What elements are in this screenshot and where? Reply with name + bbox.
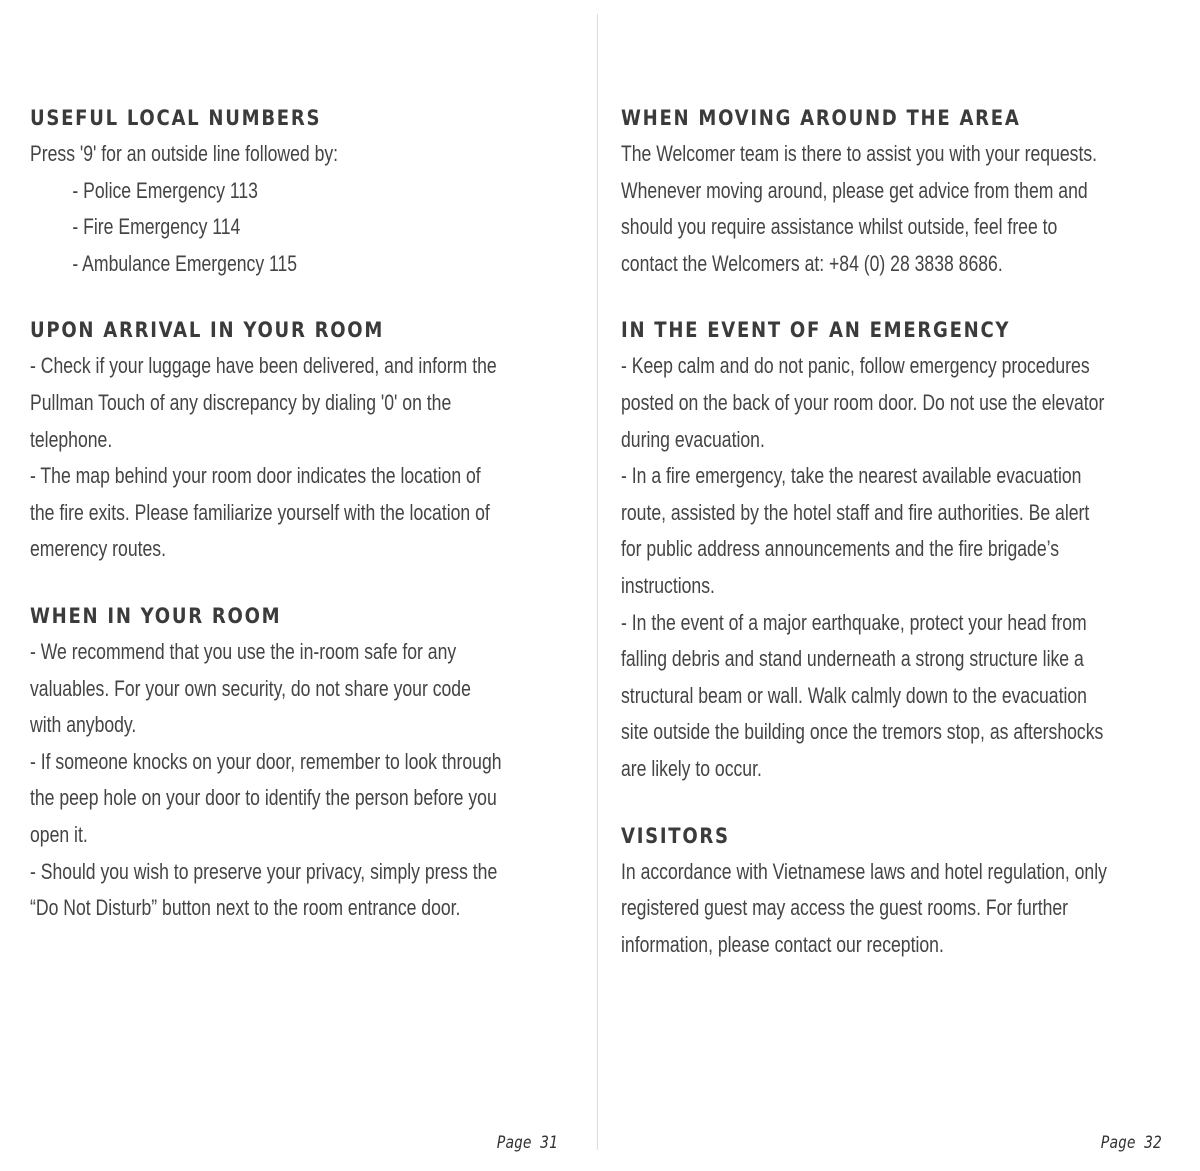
section-body (621, 136, 1165, 282)
text-line: structural beam or wall. Walk calmly down to the evacuation (621, 682, 1087, 708)
text-line: for public address announcements and the fire brigade’s (621, 536, 1059, 562)
section-heading: VISITORS (621, 823, 730, 848)
text-line: - If someone knocks on your door, remember to look through (30, 748, 502, 774)
text-line: posted on the back of your room door. Do not use the elevator (621, 389, 1105, 415)
right-page-content (621, 100, 1181, 993)
text-line: - We recommend that you use the in-room safe for any (30, 638, 457, 664)
phone-number-line: - Police Emergency 113 (72, 177, 258, 203)
section-body (30, 136, 574, 282)
page-number: Page 32 (1101, 1133, 1162, 1153)
text-line: Pullman Touch of any discrepancy by dialing '0' on the (30, 389, 452, 415)
page-spine-divider (597, 14, 598, 1150)
text-line: site outside the building once the tremors stop, as aftershocks (621, 719, 1104, 745)
text-line: Press '9' for an outside line followed by: (30, 141, 339, 166)
section-body (621, 348, 1165, 787)
section-upon-arrival (30, 312, 590, 568)
section-body (30, 348, 574, 568)
section-heading: WHEN MOVING AROUND THE AREA (621, 106, 1021, 130)
left-page (0, 0, 598, 1171)
section-body (621, 854, 1165, 964)
section-moving-around (621, 100, 1181, 282)
text-line: open it. (30, 821, 88, 847)
text-line: emerency routes. (30, 536, 166, 562)
text-line: The Welcomer team is there to assist you with your requests. (621, 141, 1098, 166)
section-heading: USEFUL LOCAL NUMBERS (30, 106, 322, 130)
text-line: telephone. (30, 426, 113, 452)
text-line: In accordance with Vietnamese laws and hotel regulation, only (621, 858, 1107, 884)
page-number: Page 31 (497, 1133, 558, 1153)
text-line: valuables. For your own security, do not share your code (30, 675, 471, 701)
text-line: - In the event of a major earthquake, protect your head from (621, 609, 1087, 635)
section-emergency (621, 312, 1181, 787)
text-line: with anybody. (30, 712, 137, 738)
text-line: - In a fire emergency, take the nearest available evacuation (621, 463, 1082, 489)
left-page-content (30, 100, 590, 957)
right-page (599, 0, 1200, 1171)
text-line: the fire exits. Please familiarize yourself with the location of (30, 499, 490, 525)
text-line: instructions. (621, 572, 715, 598)
section-useful-local-numbers (30, 100, 590, 282)
text-line: should you require assistance whilst outside, feel free to (621, 214, 1058, 240)
phone-number-line: - Ambulance Emergency 115 (72, 250, 298, 276)
text-line: are likely to occur. (621, 755, 762, 781)
text-line: “Do Not Disturb” button next to the room entrance door. (30, 895, 461, 921)
section-body (30, 634, 574, 927)
text-line: the peep hole on your door to identify the person before you (30, 785, 497, 811)
text-line: - The map behind your room door indicates the location of (30, 463, 481, 489)
text-line: - Should you wish to preserve your privacy, simply press the (30, 858, 498, 884)
section-heading: IN THE EVENT OF AN EMERGENCY (621, 318, 1011, 343)
section-heading: WHEN IN YOUR ROOM (30, 603, 282, 628)
text-line: contact the Welcomers at: +84 (0) 28 3838 8686. (621, 250, 1003, 276)
text-line: information, please contact our reception. (621, 931, 944, 957)
text-line: registered guest may access the guest rooms. For further (621, 895, 1069, 921)
phone-number-line: - Fire Emergency 114 (72, 214, 241, 240)
section-heading: UPON ARRIVAL IN YOUR ROOM (30, 318, 385, 343)
text-line: route, assisted by the hotel staff and fire authorities. Be alert (621, 499, 1090, 525)
text-line: Whenever moving around, please get advice from them and (621, 177, 1088, 203)
text-line: falling debris and stand underneath a strong structure like a (621, 646, 1084, 672)
text-line: during evacuation. (621, 426, 765, 452)
section-visitors (621, 818, 1181, 964)
text-line: - Keep calm and do not panic, follow emergency procedures (621, 353, 1090, 379)
section-when-in-your-room (30, 598, 590, 927)
text-line: - Check if your luggage have been delivered, and inform the (30, 353, 497, 379)
